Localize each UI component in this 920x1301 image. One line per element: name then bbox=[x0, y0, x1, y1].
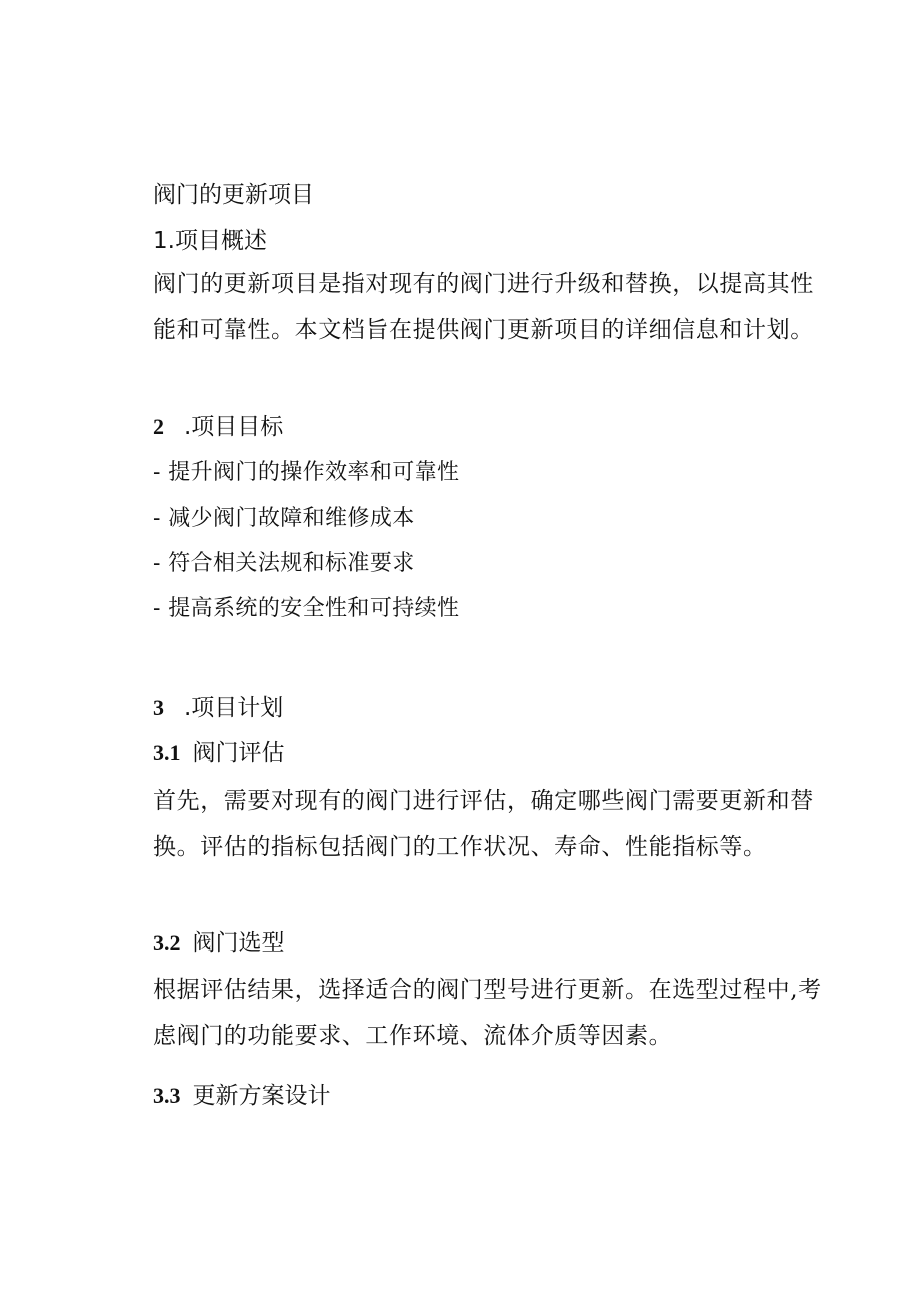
subsection-3-2-heading bbox=[153, 932, 285, 955]
section-2-heading bbox=[153, 416, 283, 439]
list-item: - 提高系统的安全性和可持续性 bbox=[153, 596, 460, 621]
section-1-paragraph-line: 能和可靠性。本文档旨在提供阀门更新项目的详细信息和计划。 bbox=[153, 317, 814, 343]
section-title: .项目目标 bbox=[184, 414, 284, 440]
subsection-3-1-paragraph-line: 换。评估的指标包括阀门的工作状况、寿命、性能指标等。 bbox=[153, 834, 767, 860]
subsection-title: 阀门选型 bbox=[192, 930, 285, 956]
section-3-heading bbox=[153, 697, 283, 720]
document-title: 阀门的更新项目 bbox=[153, 182, 314, 208]
section-number: 2 bbox=[153, 414, 164, 439]
subsection-3-2-paragraph-line: 虑阀门的功能要求、工作环境、流体介质等因素。 bbox=[153, 1023, 673, 1049]
subsection-title: 更新方案设计 bbox=[192, 1083, 331, 1109]
subsection-3-1-heading bbox=[153, 742, 285, 765]
subsection-3-1-paragraph-line: 首先，需要对现有的阀门进行评估，确定哪些阀门需要更新和替 bbox=[153, 788, 814, 814]
list-item: - 减少阀门故障和维修成本 bbox=[153, 506, 415, 531]
section-1-heading: 1.项目概述 bbox=[153, 228, 267, 254]
subsection-3-3-heading bbox=[153, 1085, 331, 1108]
subsection-number: 3.1 bbox=[153, 740, 181, 765]
subsection-title: 阀门评估 bbox=[192, 740, 285, 766]
list-item: - 符合相关法规和标准要求 bbox=[153, 551, 415, 576]
subsection-number: 3.3 bbox=[153, 1083, 181, 1108]
section-1-paragraph-line: 阀门的更新项目是指对现有的阀门进行升级和替换，以提高其性 bbox=[153, 271, 814, 297]
list-item: - 提升阀门的操作效率和可靠性 bbox=[153, 460, 460, 485]
section-number: 3 bbox=[153, 695, 164, 720]
subsection-number: 3.2 bbox=[153, 930, 181, 955]
subsection-3-2-paragraph-line: 根据评估结果，选择适合的阀门型号进行更新。在选型过程中,考 bbox=[153, 977, 822, 1003]
section-title: .项目计划 bbox=[184, 695, 284, 721]
